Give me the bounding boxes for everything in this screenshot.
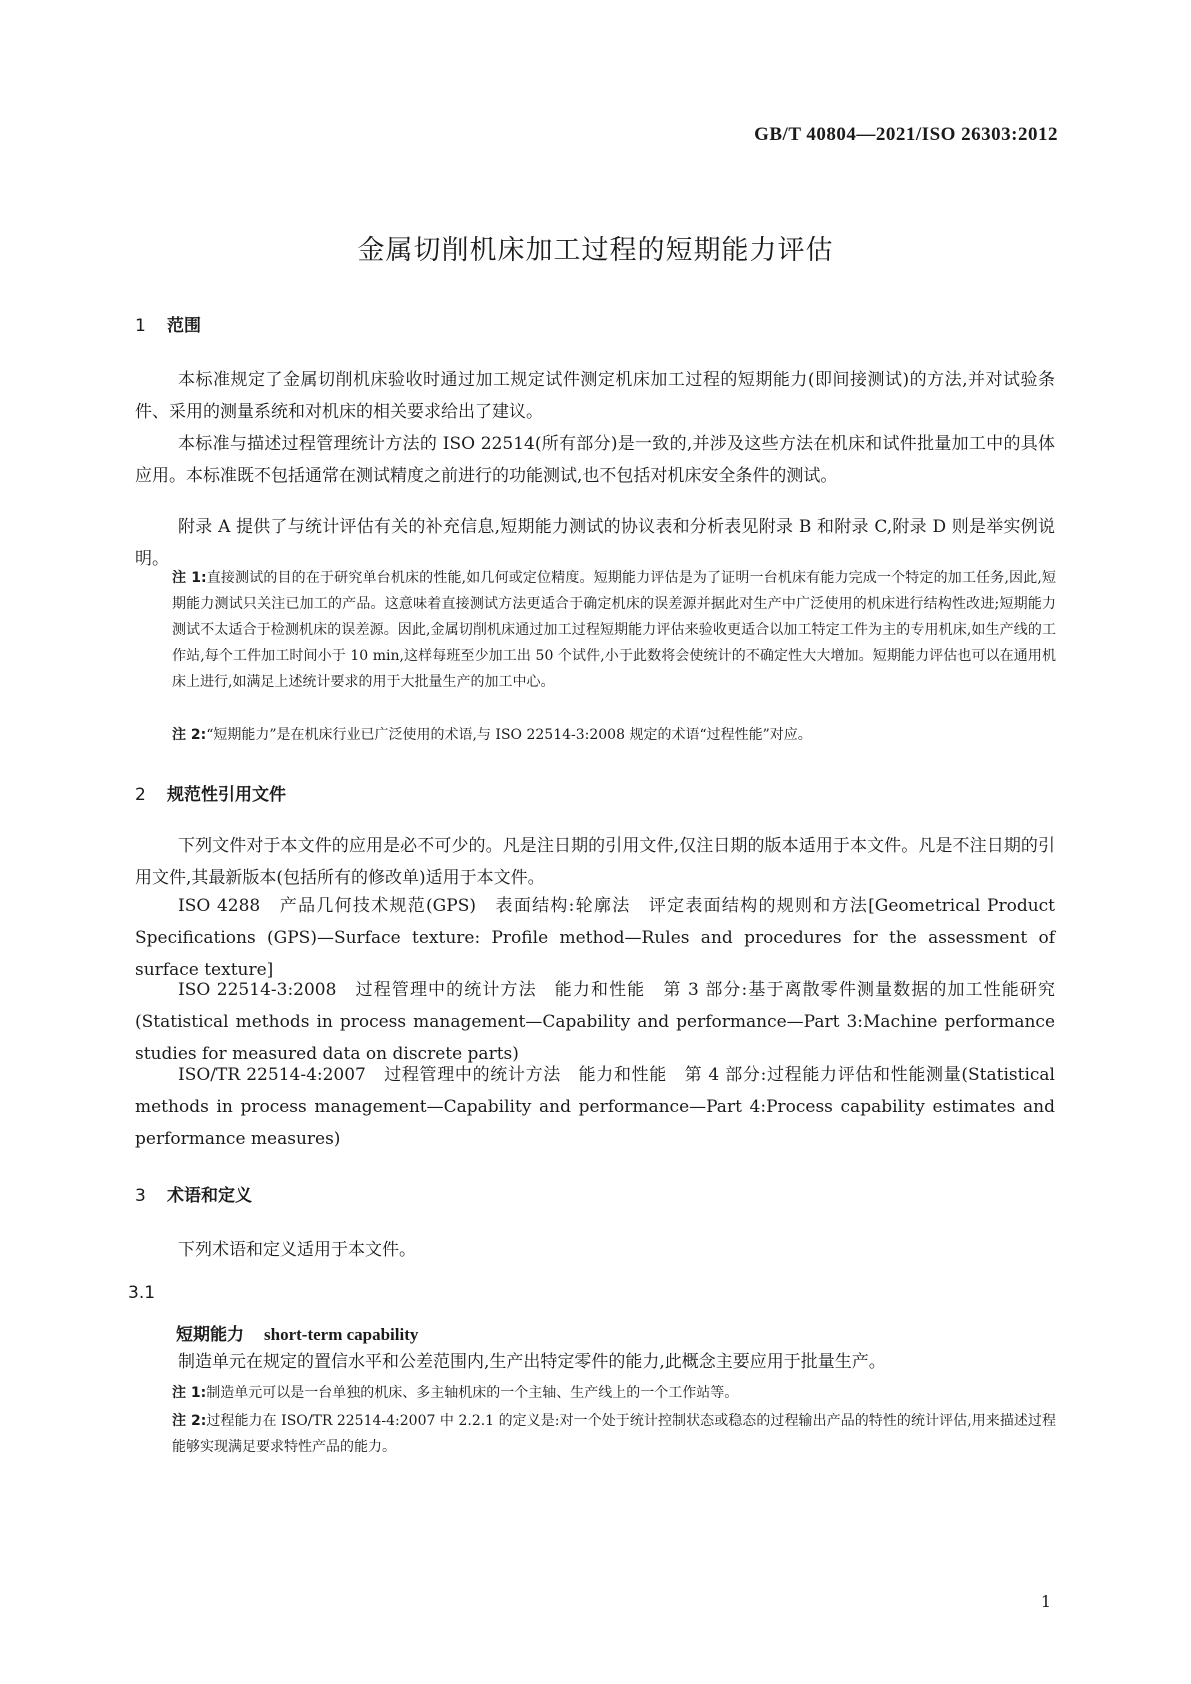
note-text: 直接测试的目的在于研究单台机床的性能,如几何或定位精度。短期能力评估是为了证明一台机床有能力完成一个特定的加工任务,因此,短期能力测试只关注已加工的产品。这意味着直接测试方法更适合于确定机床的误差源并据此对生产中广泛使用的机床进行结构性改进;短期能力测试不太适合于检测机床的误差源。因此,金属切削机床通过加工过程短期能力评估来验收更适合以加工特定工件为主的专用机床,如生产线的工作站,每个工件加工时间小于 10 min,这样每班至少加工出 50 个试件,小于此数将会使统计的不确定性大大增加。短期能力评估也可以在通用机床上进行,如满足上述统计要求的用于大批量生产的加工中心。	[172, 570, 1056, 690]
section-number: 2	[135, 785, 146, 805]
note-label: 注 1:	[172, 570, 207, 586]
section-heading-scope	[135, 311, 201, 336]
term-note-2	[172, 1408, 1056, 1460]
term-number: 3.1	[128, 1283, 156, 1303]
terms-intro-paragraph: 下列术语和定义适用于本文件。	[178, 1240, 416, 1260]
section-heading-normative-references	[135, 780, 286, 805]
reference-iso-4288: ISO 4288 产品几何技术规范(GPS) 表面结构:轮廓法 评定表面结构的规则和方法[Geometrical Product Specifications (GPS)—Surface texture: Profile method—Rules and procedures for the assessment of surface texture]	[135, 896, 1055, 980]
term-en: short-term capability	[264, 1325, 419, 1344]
section-heading-terms	[135, 1181, 252, 1206]
reference-iso-22514-3: ISO 22514-3:2008 过程管理中的统计方法 能力和性能 第 3 部分:基于离散零件测量数据的加工性能研究(Statistical methods in process management—Capability and performance—Part 3:Machine performance studies for measured data on discrete parts)	[135, 980, 1055, 1064]
reference-iso-tr-22514-4: ISO/TR 22514-4:2007 过程管理中的统计方法 能力和性能 第 4 部分:过程能力评估和性能测量(Statistical methods in process management—Capability and performance—Part 4:Process capability estimates and performance measures)	[135, 1065, 1055, 1149]
scope-paragraph-3: 附录 A 提供了与统计评估有关的补充信息,短期能力测试的协议表和分析表见附录 B 和附录 C,附录 D 则是举实例说明。	[135, 517, 1055, 569]
references-intro-paragraph: 下列文件对于本文件的应用是必不可少的。凡是注日期的引用文件,仅注日期的版本适用于本文件。凡是不注日期的引用文件,其最新版本(包括所有的修改单)适用于本文件。	[135, 836, 1055, 888]
standard-number: GB/T 40804—2021/ISO 26303:2012	[754, 124, 1058, 145]
page-number: 1	[1040, 1592, 1051, 1611]
term-zh: 短期能力	[176, 1325, 244, 1345]
note-text: “短期能力”是在机床行业已广泛使用的术语,与 ISO 22514-3:2008 规定的术语“过程性能”对应。	[206, 727, 812, 743]
note-text: 制造单元可以是一台单独的机床、多主轴机床的一个主轴、生产线上的一个工作站等。	[206, 1385, 739, 1401]
scope-paragraph-2: 本标准与描述过程管理统计方法的 ISO 22514(所有部分)是一致的,并涉及这些方法在机床和试件批量加工中的具体应用。本标准既不包括通常在测试精度之前进行的功能测试,也不包括对机床安全条件的测试。	[135, 434, 1055, 486]
scope-note-1	[172, 565, 1056, 695]
section-number: 3	[135, 1186, 146, 1206]
note-label: 注 2:	[172, 727, 207, 743]
term-heading	[176, 1320, 418, 1345]
term-note-1	[172, 1380, 1056, 1406]
note-label: 注 1:	[172, 1385, 207, 1401]
section-title: 范围	[167, 316, 201, 336]
note-label: 注 2:	[172, 1413, 207, 1429]
scope-paragraph-1: 本标准规定了金属切削机床验收时通过加工规定试件测定机床加工过程的短期能力(即间接测试)的方法,并对试验条件、采用的测量系统和对机床的相关要求给出了建议。	[135, 370, 1055, 422]
note-text: 过程能力在 ISO/TR 22514-4:2007 中 2.2.1 的定义是:对一个处于统计控制状态或稳态的过程输出产品的特性的统计评估,用来描述过程能够实现满足要求特性产品的能力。	[172, 1413, 1056, 1455]
section-title: 术语和定义	[167, 1186, 252, 1206]
section-title: 规范性引用文件	[167, 785, 286, 805]
term-definition: 制造单元在规定的置信水平和公差范围内,生产出特定零件的能力,此概念主要应用于批量生产。	[178, 1352, 886, 1372]
section-number: 1	[135, 316, 146, 336]
scope-note-2	[172, 722, 1056, 748]
page-title: 金属切削机床加工过程的短期能力评估	[357, 235, 834, 266]
